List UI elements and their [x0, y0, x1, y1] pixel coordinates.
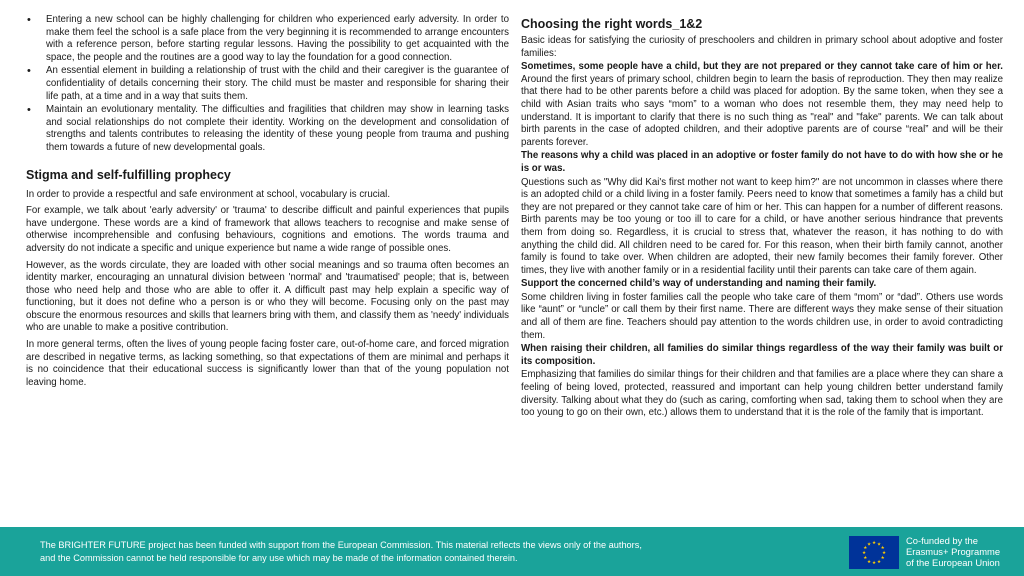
disclaimer-line-2: and the Commission cannot be held responsible for any use which may be made of the information contained therein. — [40, 553, 518, 563]
eu-star-icon: ★ — [871, 561, 877, 567]
intro-paragraph: Basic ideas for satisfying the curiosity of preschoolers and children in primary school about adoptive and foster families: — [521, 35, 1003, 59]
eu-stars-icon — [849, 536, 899, 569]
eu-star-icon: ★ — [861, 551, 867, 557]
bullet-icon: • — [27, 14, 31, 26]
section-3-heading: Support the concerned child’s way of understanding and naming their family. — [521, 278, 877, 290]
eu-cofunded-label — [906, 535, 1021, 569]
eu-label-line-2: Erasmus+ Programme — [906, 546, 1001, 558]
section-4-text: Emphasizing that families do similar things for their children and that families are a place where they can share a feeling of being loved, protected, reassured and important can help young children better understand family diversity. Talking about what they do (such as caring, comforting when sad, taking them to school when they are too young to go on their own, etc.) allows them to understand that it is the role of the family that is important. — [521, 369, 1003, 419]
section-1-lead: Sometimes, some people have a child, but they are not prepared or they cannot take care of him or her. — [521, 61, 1003, 73]
choosing-words-heading: Choosing the right words_1&2 — [521, 17, 703, 31]
eu-label-line-1: Co-funded by the — [906, 535, 978, 546]
disclaimer-line-1: The BRIGHTER FUTURE project has been funded with support from the European Commission. This material reflects the views only of the authors, — [40, 540, 642, 550]
section-4-heading: When raising their children, all families do similar things regardless of the way their family was built or its composition. — [521, 343, 1003, 367]
eu-star-icon: ★ — [876, 542, 882, 548]
eu-star-icon: ★ — [880, 556, 885, 562]
eu-star-icon: ★ — [863, 556, 868, 562]
section-1-paragraph — [521, 61, 1003, 149]
eu-star-icon: ★ — [881, 551, 887, 557]
left-column — [26, 14, 509, 393]
disclaimer-text — [40, 539, 740, 565]
section-1-text: Around the first years of primary school, children begin to learn the basis of reproduction. They then may realize that there had to be other parents before a child was placed for adoption. By the same token, when they see a child with Asian traits who says “mom” to a woman who does not resemble them, they may need help to understand. It is important to clarify that there is no such thing as "real" and "fake" parents. We can talk about birth parents in the case of adopted children, and their adoptive parents are of course “real” and will be their parents forever. — [521, 73, 1003, 148]
bullet-item: • Entering a new school can be highly challenging for children who experienced early adversity. In order to make them feel the school is a safe place from the very beginning it is recommended to arrange encounters with a reference person, before starting regular lessons. Having the possibility to get acquainted with the space, the people and the routines are a good way to lay the foundation for a good connection. — [27, 14, 509, 63]
bullet-item: • Maintain an evolutionary mentality. The difficulties and fragilities that children may show in learning tasks and social relationships do not complete their identity. Working on the development and consolidation of strengths and talents contributes to releasing the identity of these young people from trauma and pushing them towards a future of new developmental goals. — [27, 104, 509, 153]
guidance-bullet-list — [26, 14, 509, 155]
paragraph: In order to provide a respectful and safe environment at school, vocabulary is crucial. — [26, 188, 391, 200]
eu-star-icon: ★ — [880, 546, 885, 552]
bullet-icon: • — [27, 104, 31, 117]
stigma-heading: Stigma and self-fulfilling prophecy — [26, 167, 231, 182]
eu-star-icon: ★ — [871, 541, 877, 547]
right-column — [521, 14, 1003, 421]
paragraph: In more general terms, often the lives of young people facing foster care, out-of-home care, and forced migration are described in negative terms, as lacking something, so that expectations of them are minimal and perhaps it is no coincidence that their educational success is significantly lower than that of the young population not leaving home. — [26, 339, 509, 388]
eu-star-icon: ★ — [863, 546, 868, 552]
section-2-heading: The reasons why a child was placed in an adoptive or foster family do not have to do with how she or he is or was. — [521, 150, 1003, 174]
footer-bar — [0, 527, 1024, 576]
eu-star-icon: ★ — [866, 542, 872, 548]
bullet-icon: • — [27, 65, 31, 78]
paragraph: For example, we talk about 'early adversity' or 'trauma' to describe difficult and painful experiences that pupils have undergone. These words are a kind of framework that allows teachers to recognise and make sense of otherwise incomprehensible and confusing behaviours, cognitions and emotions. The words trauma and adversity do not indicate a specific and unique experience but name a wide range of possible ones. — [26, 205, 509, 254]
section-2-text: Questions such as "Why did Kai's first mother not want to keep him?" are not uncommon in classes where there is an adopted child or a child living in a foster family. Peers need to know that sometimes a family has a child but they are not prepared or they cannot take care of him or her. This can happen for a number of different reasons. Birth parents may be too young or too ill to care for a child, or have another serious hindrance that prevents them from doing so. Regardless, it is crucial to stress that, whatever the reason, it has nothing to do with anything the child did. All children need to be cared for. For this reason, when their birth family cannot, another family is found to take over. When children are adopted, their new family becomes their family forever. Other times, they live with another family or in a residential facility until their parents can take care of them again. — [521, 176, 1003, 276]
eu-star-icon: ★ — [876, 559, 882, 565]
section-3-text: Some children living in foster families call the people who take care of them “mom” or “dad”. Others use words like “aunt” or “uncle” or call them by their first name. There are different ways they make sense of their situation and all of them are fine. Teachers should pay attention to the words children use, in order to avoid contradicting them. — [521, 291, 1003, 341]
paragraph: However, as the words circulate, they are loaded with other social meanings and so trauma often becomes an identity marker, encouraging an unnatural division between 'normal' and 'traumatised' people; that is, between those who need help and those who are able to offer it. A difficult past may help explain a specific way of functioning, but it does not define who a person is or who they will become. Focusing only on the past may obscure the enormous resources and skills that learners bring with them, and classify them as 'needy' individuals who are unable to make a positive contribution. — [26, 259, 509, 334]
eu-star-icon: ★ — [866, 559, 872, 565]
eu-flag-icon — [849, 536, 899, 569]
bullet-item: • An essential element in building a relationship of trust with the child and their caregiver is the guarantee of confidentiality of details concerning their story. The child must be master and responsible for sharing their life path, at a time and in a way that suits them. — [27, 65, 509, 102]
eu-label-line-3: of the European Union — [906, 557, 1000, 569]
